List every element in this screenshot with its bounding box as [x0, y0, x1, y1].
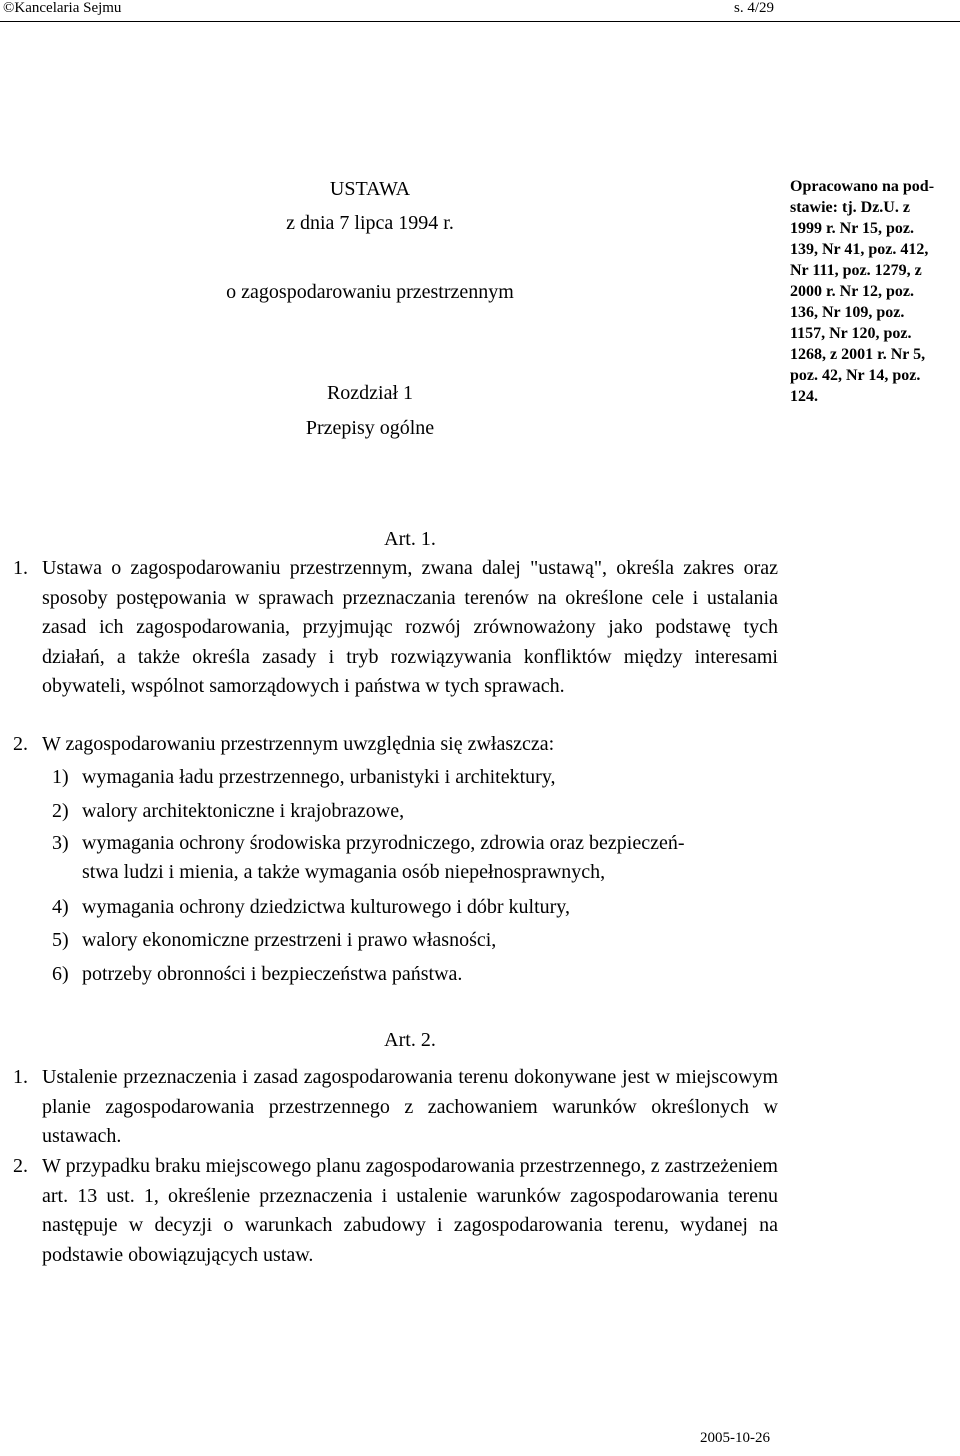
- header-publisher: ©Kancelaria Sejmu: [3, 0, 122, 16]
- document-title: USTAWA: [329, 178, 411, 200]
- list-item-text: wymagania ochrony środowiska przyrodniczego, zdrowia oraz bezpieczeń-: [82, 832, 685, 854]
- list-item: [52, 926, 778, 956]
- list-item-number: 6): [52, 963, 69, 985]
- article-1-paragraph-1: [13, 554, 778, 702]
- sidenote-line: 1268, z 2001 r. Nr 5,: [790, 346, 926, 363]
- list-item: [52, 893, 778, 923]
- paragraph-number: 2.: [13, 733, 28, 755]
- sidenote-line: poz. 42, Nr 14, poz.: [790, 367, 921, 384]
- list-item: [52, 763, 778, 793]
- list-item-number: 5): [52, 929, 69, 951]
- list-item-number: 1): [52, 766, 69, 788]
- list-item: [52, 829, 778, 859]
- list-item-continuation: stwa ludzi i mienia, a także wymagania osób niepełnosprawnych,: [82, 861, 606, 883]
- article-2-paragraph-1: [13, 1063, 778, 1152]
- paragraph-number: 1.: [13, 1066, 28, 1088]
- article-1-heading: Art. 1.: [384, 528, 436, 550]
- sidenote-line: Opracowano na pod-: [790, 178, 935, 195]
- sidenote-line: 1999 r. Nr 15, poz.: [790, 220, 914, 237]
- list-item-number: 4): [52, 896, 69, 918]
- list-item-text: potrzeby obronności i bezpieczeństwa państwa.: [82, 963, 463, 985]
- paragraph-text: W zagospodarowaniu przestrzennym uwzględnia się zwłaszcza:: [42, 733, 555, 755]
- list-item-number: 2): [52, 800, 69, 822]
- list-item-text: wymagania ładu przestrzennego, urbanistyki i architektury,: [82, 766, 556, 788]
- article-2-heading: Art. 2.: [384, 1029, 436, 1051]
- chapter-title: Przepisy ogólne: [305, 417, 435, 439]
- list-item-text: wymagania ochrony dziedzictwa kulturowego i dóbr kultury,: [82, 896, 571, 918]
- list-item: [52, 797, 778, 827]
- document-subject: o zagospodarowaniu przestrzennym: [226, 281, 514, 303]
- source-sidenote: [790, 176, 960, 407]
- list-item: [52, 960, 778, 990]
- document-date: z dnia 7 lipca 1994 r.: [286, 212, 454, 234]
- footer-date: 2005-10-26: [700, 1430, 770, 1446]
- sidenote-line: Nr 111, poz. 1279, z: [790, 262, 922, 279]
- paragraph-number: 1.: [13, 557, 28, 579]
- paragraph-text: W przypadku braku miejscowego planu zagospodarowania przestrzennego, z zastrzeżeniem art. 13 ust. 1, określenie przeznaczenia i ustalenie warunków zagospodarowania terenu następuje w decyzji o warunkach zabudowy i zagospodarowania terenu, wydanej na podstawie obowiązujących ustaw.: [42, 1155, 778, 1266]
- list-item-text: walory ekonomiczne przestrzeni i prawo własności,: [82, 929, 497, 951]
- sidenote-line: 2000 r. Nr 12, poz.: [790, 283, 914, 300]
- paragraph-text: Ustawa o zagospodarowaniu przestrzennym, zwana dalej "ustawą", określa zakres oraz sposoby postępowania w sprawach przeznaczania terenów na określone cele i ustalania zasad ich zagospodarowania, przyjmując rozwój zrównoważony jako podstawę tych działań, a także określa zasady i tryb rozwiązywania konfliktów między interesami obywateli, wspólnot samorządowych i państwa w tych sprawach.: [42, 557, 778, 697]
- sidenote-line: 139, Nr 41, poz. 412,: [790, 241, 929, 258]
- list-item-text: walory architektoniczne i krajobrazowe,: [82, 800, 405, 822]
- sidenote-line: 136, Nr 109, poz.: [790, 304, 905, 321]
- sidenote-line: 1157, Nr 120, poz.: [790, 325, 912, 342]
- article-2-paragraph-2: [13, 1152, 778, 1270]
- header-page-number: s. 4/29: [734, 0, 775, 16]
- paragraph-number: 2.: [13, 1155, 28, 1177]
- article-1-paragraph-2: [13, 730, 778, 760]
- chapter-number: Rozdział 1: [326, 382, 414, 404]
- paragraph-text: Ustalenie przeznaczenia i zasad zagospodarowania terenu dokonywane jest w miejscowym planie zagospodarowania przestrzennego z zachowaniem warunków określonych w ustawach.: [42, 1066, 778, 1147]
- sidenote-line: stawie: tj. Dz.U. z: [790, 199, 910, 216]
- sidenote-line: 124.: [790, 388, 818, 405]
- header-divider: [0, 21, 960, 22]
- list-item-number: 3): [52, 832, 69, 854]
